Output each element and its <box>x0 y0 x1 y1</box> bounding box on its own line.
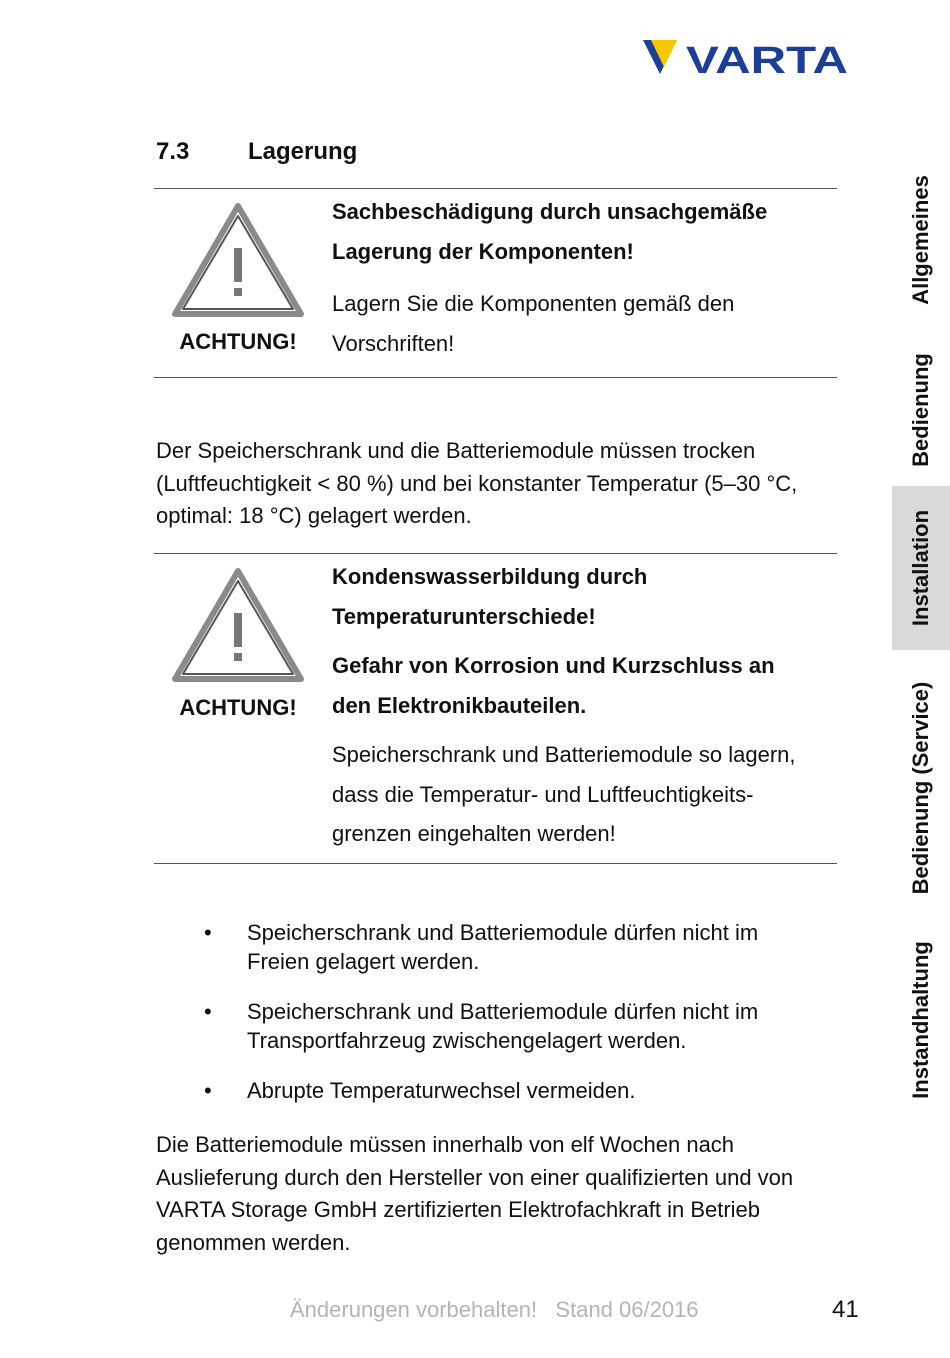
tab-bedienung-service[interactable] <box>892 665 950 910</box>
warning1-bottom-rule <box>154 377 837 378</box>
warning1-heading-line1: Sachbeschädigung durch unsachgemäße <box>332 199 768 224</box>
list-item <box>156 998 846 1055</box>
varta-logo <box>640 38 850 78</box>
warning-triangle-icon <box>171 202 305 320</box>
list-item-line: • Abrupte Temperaturwechsel vermeiden. <box>247 1078 636 1103</box>
page-number: 41 <box>832 1296 859 1323</box>
warning2-top-rule <box>154 553 837 554</box>
warning1-heading-line2: Lagerung der Komponenten! <box>332 238 634 264</box>
warning2-hazard-line2: den Elektronikbauteilen. <box>332 692 587 718</box>
tab-label: Installation <box>908 509 933 627</box>
storage-conditions-paragraph <box>156 435 846 533</box>
list-item-line: • Speicherschrank und Batteriemodule dürfen nicht im <box>247 920 759 945</box>
warning2-hazard-line1: Gefahr von Korrosion und Kurzschluss an <box>332 653 775 678</box>
paragraph-line: Der Speicherschrank und die Batteriemodule müssen trocken <box>156 438 756 463</box>
tab-allgemeines[interactable] <box>892 160 950 320</box>
tab-label: Instandhaltung <box>908 941 933 1099</box>
warning2-text <box>332 557 832 854</box>
logo-wordmark: VARTA <box>686 40 848 78</box>
section-heading <box>156 138 357 166</box>
paragraph-line: Auslieferung durch den Hersteller von einer qualifizierten und von <box>156 1164 794 1190</box>
paragraph-line: VARTA Storage GmbH zertifizierten Elektrofachkraft in Betrieb <box>156 1197 761 1223</box>
list-item-line: Transportfahrzeug zwischengelagert werden. <box>247 1027 687 1053</box>
warning2-instruction-line3: grenzen eingehalten werden! <box>332 821 616 846</box>
warning1-label: ACHTUNG! <box>179 329 297 354</box>
paragraph-line: (Luftfeuchtigkeit < 80 %) und bei konstanter Temperatur (5–30 °C, <box>156 470 798 496</box>
list-item <box>156 1077 846 1106</box>
warning2-heading-line1: Kondenswasserbildung durch <box>332 564 648 589</box>
tab-label: Bedienung (Service) <box>908 681 933 894</box>
warning1-instruction-line2: Vorschriften! <box>332 330 455 356</box>
warning2-instruction-line1: Speicherschrank und Batteriemodule so lagern, <box>332 742 796 767</box>
commissioning-paragraph <box>156 1129 846 1260</box>
tab-label: Bedienung <box>908 353 933 467</box>
warning2-instruction-line2: dass die Temperatur- und Luftfeuchtigkeits- <box>332 781 754 807</box>
storage-rules-list <box>156 919 846 1128</box>
warning1-text <box>332 192 832 363</box>
tab-installation[interactable] <box>892 486 950 650</box>
tab-instandhaltung[interactable] <box>892 925 950 1115</box>
section-number: 7.3 <box>156 138 190 165</box>
tab-bedienung[interactable] <box>892 340 950 480</box>
paragraph-line: Die Batteriemodule müssen innerhalb von elf Wochen nach <box>156 1132 735 1157</box>
warning2-label: ACHTUNG! <box>179 695 297 720</box>
warning-triangle-icon <box>171 567 305 685</box>
paragraph-line: genommen werden. <box>156 1230 351 1256</box>
list-item-line: • Speicherschrank und Batteriemodule dürfen nicht im <box>247 999 759 1024</box>
tab-label: Allgemeines <box>908 175 933 305</box>
list-item-line: Freien gelagert werden. <box>247 948 480 974</box>
warning2-bottom-rule <box>154 863 837 864</box>
paragraph-line: optimal: 18 °C) gelagert werden. <box>156 503 472 529</box>
list-item <box>156 919 846 976</box>
warning1-top-rule <box>154 188 837 189</box>
section-title: Lagerung <box>248 138 358 165</box>
footer-note: Änderungen vorbehalten! Stand 06/2016 <box>290 1297 699 1322</box>
warning1-instruction-line1: Lagern Sie die Komponenten gemäß den <box>332 291 735 316</box>
warning2-heading-line2: Temperaturunterschiede! <box>332 603 596 629</box>
